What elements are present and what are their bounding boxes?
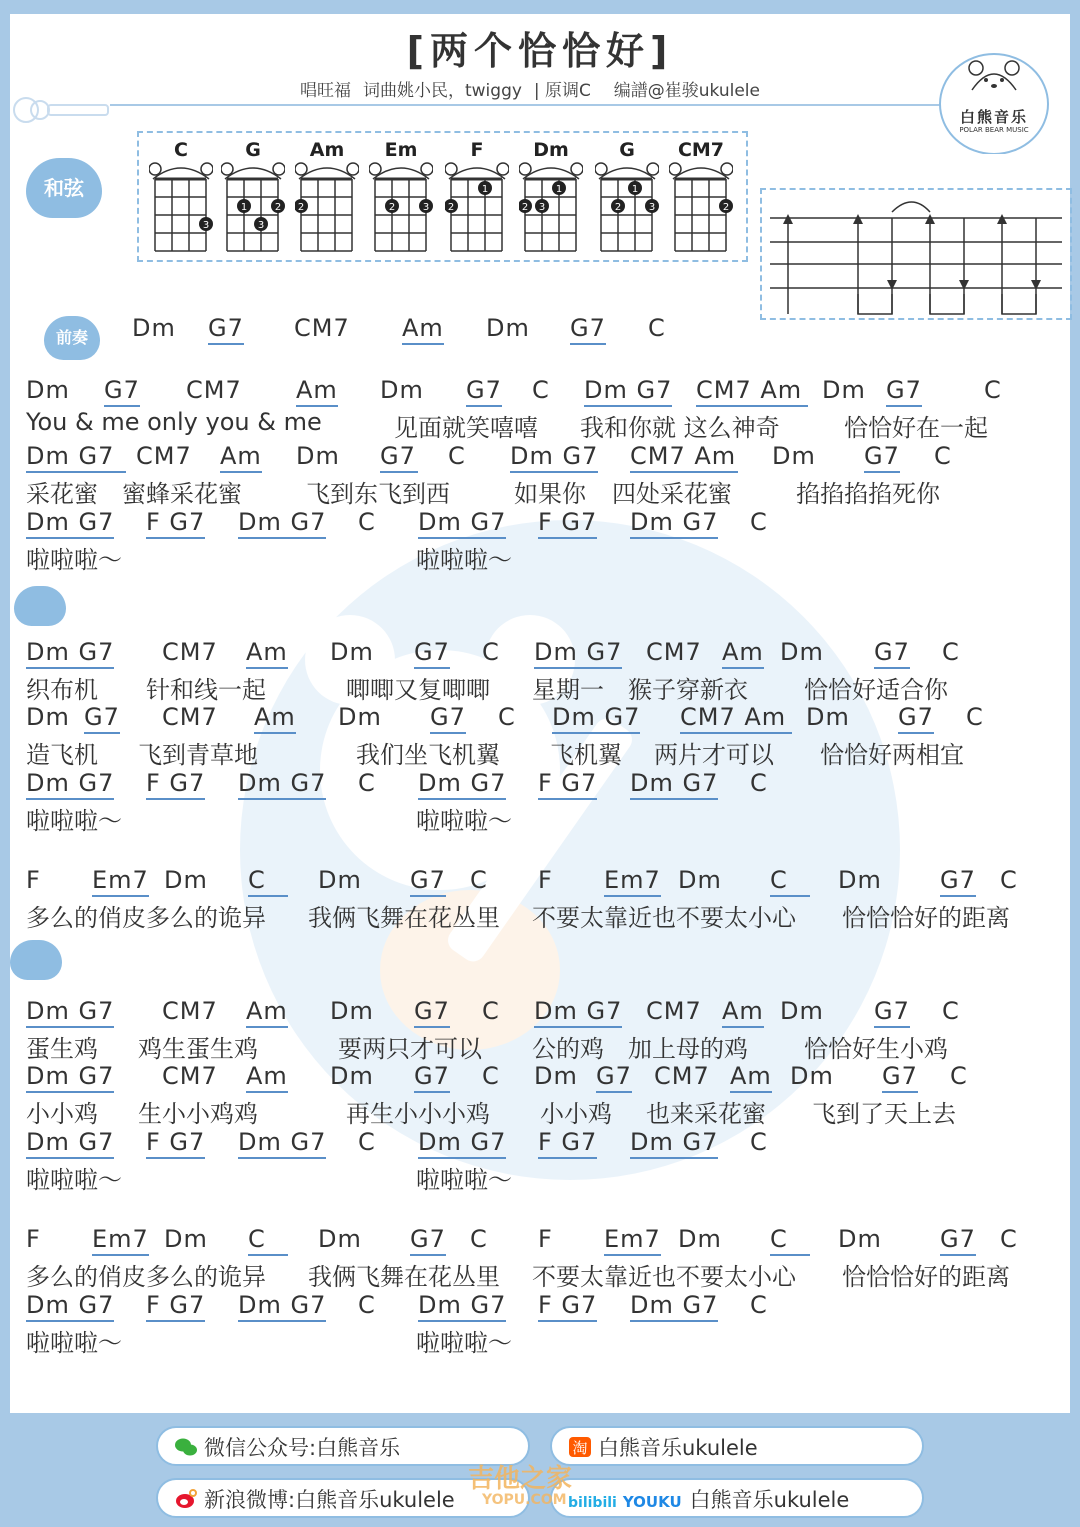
chord-symbol: C xyxy=(248,866,288,897)
chord-symbol: C xyxy=(1000,866,1018,894)
finger-dot xyxy=(611,199,625,213)
site-watermark: 吉他之家 xyxy=(468,1464,573,1494)
lyric-text: 采花蜜 xyxy=(26,480,98,508)
svg-text:3: 3 xyxy=(257,220,265,231)
chord-symbol: CM7 xyxy=(162,638,218,666)
chord-symbol: Dm xyxy=(838,866,882,894)
video-label: 白熊音乐ukulele xyxy=(689,1488,850,1512)
chord-symbol: G7 xyxy=(940,866,976,897)
chord-symbol: Em7 xyxy=(604,1225,661,1256)
chord-symbol: Dm xyxy=(330,997,374,1025)
chord-symbol: F G7 xyxy=(538,1291,597,1322)
weibo-icon xyxy=(174,1484,198,1508)
lyric-text: 恰恰恰好的距离 xyxy=(842,904,1010,932)
chord-name: F xyxy=(470,139,484,161)
chord-symbol: Dm xyxy=(806,703,850,731)
fretboard-icon xyxy=(369,161,433,257)
finger-dot xyxy=(519,199,532,213)
chord-symbol: Dm xyxy=(26,703,70,731)
svg-text:淘: 淘 xyxy=(572,1439,588,1457)
finger-dot xyxy=(385,199,399,213)
chord-symbol: G7 xyxy=(380,442,418,473)
svg-text:3: 3 xyxy=(648,202,656,213)
chord-symbol: C xyxy=(532,376,550,404)
wechat-label: 微信公众号:白熊音乐 xyxy=(204,1436,401,1460)
chord-symbol: Dm G7 xyxy=(26,1128,114,1159)
chord-symbol: Em7 xyxy=(92,1225,149,1256)
lyric-text: 四处采花蜜 xyxy=(612,480,732,508)
svg-text:1: 1 xyxy=(481,184,489,195)
lyric-text: 啦啦啦～ xyxy=(416,1166,512,1194)
chord-name: Am xyxy=(309,139,345,161)
chord-symbol: Dm xyxy=(164,1225,208,1253)
chord-symbol: C xyxy=(248,1225,288,1256)
chord-symbol: Dm xyxy=(318,1225,362,1253)
chord-symbol: CM7 xyxy=(654,1062,710,1090)
chord-symbol: C xyxy=(482,997,500,1025)
chord-symbol: Dm xyxy=(678,1225,722,1253)
verse-2-bear-badge xyxy=(14,586,66,626)
chord-symbol: C xyxy=(770,866,810,897)
chord-symbol: C xyxy=(984,376,1002,404)
chord-symbol: Dm G7 xyxy=(418,769,506,800)
chord-symbol: G7 xyxy=(874,997,910,1028)
polar-bear-logo xyxy=(936,48,1072,154)
chord-symbol: G7 xyxy=(596,1062,632,1093)
chord-symbol: Em7 xyxy=(92,866,149,897)
chord-symbol: C xyxy=(358,1291,376,1319)
finger-dot xyxy=(295,199,308,213)
finger-dot xyxy=(535,199,549,213)
chord-symbol: Dm xyxy=(486,314,530,342)
lyric-text: 再生小小小鸡 xyxy=(346,1100,490,1128)
chord-symbol: CM7 xyxy=(294,314,350,342)
lyric-text: 小小鸡 xyxy=(26,1100,98,1128)
lyric-text: 我俩飞舞在花丛里 xyxy=(308,1263,500,1291)
finger-dot xyxy=(628,181,642,195)
svg-text:2: 2 xyxy=(388,202,396,213)
lyric-text: 我和你就 这么神奇 xyxy=(580,414,780,442)
chord-diagram xyxy=(149,139,213,261)
chord-symbol: Dm xyxy=(838,1225,882,1253)
lyric-text: 织布机 xyxy=(26,676,98,704)
chord-symbol: Dm G7 xyxy=(238,508,326,539)
chord-symbol: C xyxy=(482,638,500,666)
chord-symbol: Dm xyxy=(296,442,340,470)
taobao-label: 白熊音乐ukulele xyxy=(598,1436,758,1460)
chord-symbol: Dm G7 xyxy=(26,508,114,539)
chord-symbol: Am xyxy=(730,1062,772,1093)
chord-symbol: G7 xyxy=(874,638,910,669)
lyric-text: 如果你 xyxy=(514,480,586,508)
chord-symbol: CM7 xyxy=(646,638,702,666)
lyric-text: 恰恰好在一起 xyxy=(844,414,988,442)
chord-symbol: Dm G7 xyxy=(238,1291,326,1322)
lyric-text: 啦啦啦～ xyxy=(26,1329,122,1357)
chord-symbol: F xyxy=(26,866,41,894)
finger-dot xyxy=(271,199,285,213)
chord-symbol: C xyxy=(750,508,768,536)
lyric-text: 啦啦啦～ xyxy=(416,546,512,574)
chord-diagram xyxy=(445,139,509,261)
video-pill[interactable] xyxy=(550,1478,924,1518)
logo-en: POLAR BEAR MUSIC xyxy=(959,126,1029,134)
chord-symbol: Dm xyxy=(772,442,816,470)
finger-dot xyxy=(645,199,659,213)
chord-symbol: Dm xyxy=(318,866,362,894)
chord-symbol: Dm G7 xyxy=(238,769,326,800)
chord-diagram xyxy=(295,139,359,261)
chord-symbol: F G7 xyxy=(146,769,205,800)
ukulele-icon xyxy=(12,92,112,128)
lyric-text: 不要太靠近也不要太小心 xyxy=(532,1263,796,1291)
intro-badge: 前奏 xyxy=(44,316,100,360)
chord-symbol: Am xyxy=(254,703,296,734)
chord-symbol: C xyxy=(1000,1225,1018,1253)
chord-symbol: CM7 xyxy=(162,997,218,1025)
lyric-text: 恰恰好适合你 xyxy=(804,676,948,704)
chord-symbol: C xyxy=(750,1291,768,1319)
taobao-pill[interactable] xyxy=(550,1426,924,1466)
fretboard-icon xyxy=(295,161,359,257)
singer: 唱旺福 xyxy=(299,81,351,101)
chord-symbol: G7 xyxy=(898,703,934,734)
fretboard-icon xyxy=(595,161,659,257)
finger-dot xyxy=(445,199,458,213)
lyric-text: 恰恰好两相宜 xyxy=(820,741,964,769)
lyric-text: 猴子穿新衣 xyxy=(628,676,748,704)
chord-symbol: G7 xyxy=(882,1062,918,1093)
chord-symbol: Dm xyxy=(330,638,374,666)
lyric-text: 鸡生蛋生鸡 xyxy=(138,1035,258,1063)
chord-symbol: CM7 Am xyxy=(680,703,792,734)
chord-symbol: Dm G7 xyxy=(26,1062,114,1093)
lyric-text: 飞机翼 xyxy=(550,741,622,769)
chord-symbol: Dm G7 xyxy=(238,1128,326,1159)
chord-symbol: Dm G7 xyxy=(630,508,718,539)
chord-symbol: F xyxy=(26,1225,41,1253)
chord-symbol: C xyxy=(358,1128,376,1156)
chord-diagram xyxy=(595,139,659,261)
youku-icon: YOUKU xyxy=(622,1493,682,1511)
song-credits xyxy=(0,76,1060,101)
strum-pattern xyxy=(760,188,1072,320)
lyric-text: 飞到了天上去 xyxy=(812,1100,956,1128)
fretboard-icon xyxy=(445,161,509,257)
bilibili-icon: bilibili xyxy=(568,1495,617,1511)
lyric-text: 恰恰好生小鸡 xyxy=(804,1035,948,1063)
chord-symbol: Dm xyxy=(678,866,722,894)
chord-symbol: F G7 xyxy=(146,1291,205,1322)
verse-3-bear-badge xyxy=(10,940,62,980)
chord-symbol: G7 xyxy=(430,703,466,734)
lyric-text: 啦啦啦～ xyxy=(416,1329,512,1357)
chord-diagrams xyxy=(137,131,748,262)
chord-symbol: CM7 xyxy=(162,1062,218,1090)
lyric-text: 星期一 xyxy=(532,676,604,704)
chord-symbol: F xyxy=(538,866,553,894)
chord-symbol: C xyxy=(750,1128,768,1156)
chord-symbol: F G7 xyxy=(538,1128,597,1159)
chord-symbol: Dm G7 xyxy=(26,442,126,473)
chord-symbol: Dm xyxy=(338,703,382,731)
chord-name: G xyxy=(245,139,261,161)
lyric-text: 多么的俏皮多么的诡异 xyxy=(26,904,266,932)
chord-symbol: Dm xyxy=(822,376,866,404)
chord-symbol: Dm xyxy=(330,1062,374,1090)
lyric-text: 啦啦啦～ xyxy=(416,807,512,835)
chord-symbol: Dm G7 xyxy=(630,769,718,800)
svg-text:1: 1 xyxy=(631,184,639,195)
lyric-text: 唧唧又复唧唧 xyxy=(346,676,490,704)
lyric-text: 要两只才可以 xyxy=(338,1035,482,1063)
chord-symbol: Dm xyxy=(790,1062,834,1090)
chord-symbol: Dm G7 xyxy=(26,1291,114,1322)
chord-symbol: C xyxy=(482,1062,500,1090)
fretboard-icon xyxy=(221,161,285,257)
chord-symbol: G7 xyxy=(466,376,502,407)
chord-diagram xyxy=(369,139,433,261)
chord-symbol: Dm G7 xyxy=(26,638,114,669)
chord-symbol: CM7 xyxy=(162,703,218,731)
writers: 词曲姚小民，twiggy xyxy=(362,81,522,101)
lyric-text: 啦啦啦～ xyxy=(26,1166,122,1194)
top-band xyxy=(0,0,1080,14)
fretboard-icon xyxy=(669,161,733,257)
svg-text:3: 3 xyxy=(538,202,546,213)
arranger: 编譜@崔骏ukulele xyxy=(613,81,760,101)
svg-text:2: 2 xyxy=(447,202,455,213)
chord-symbol: C xyxy=(358,769,376,797)
chord-symbol: Dm G7 xyxy=(26,997,114,1028)
wechat-icon xyxy=(174,1432,198,1456)
song-title: [两个恰恰好] xyxy=(406,29,674,73)
lyric-text: 加上母的鸡 xyxy=(628,1035,748,1063)
svg-text:2: 2 xyxy=(521,202,529,213)
chord-symbol: G7 xyxy=(410,866,446,897)
chord-symbol: Dm G7 xyxy=(418,508,506,539)
chord-symbol: CM7 Am xyxy=(630,442,738,473)
header-divider xyxy=(110,104,940,106)
chord-symbol: Am xyxy=(246,638,288,669)
chord-symbol: C xyxy=(498,703,516,731)
chord-diagram xyxy=(519,139,583,261)
chord-symbol: Dm G7 xyxy=(552,703,640,734)
lyric-text: 造飞机 xyxy=(26,741,98,769)
chord-symbol: Dm G7 xyxy=(534,638,622,669)
chord-symbol: Dm G7 xyxy=(630,1291,718,1322)
chord-symbol: Dm xyxy=(26,376,70,404)
svg-text:2: 2 xyxy=(274,202,282,213)
left-border xyxy=(0,14,10,1414)
chord-symbol: G7 xyxy=(84,703,120,734)
chord-symbol: G7 xyxy=(208,314,244,345)
chord-symbol: Dm G7 xyxy=(418,1291,506,1322)
chord-name: C xyxy=(174,139,188,161)
lyric-text: 蜜蜂采花蜜 xyxy=(122,480,242,508)
lyric-text: 蛋生鸡 xyxy=(26,1035,98,1063)
chord-symbol: Am xyxy=(722,997,764,1028)
lyric-text: 我们坐飞机翼 xyxy=(356,741,500,769)
lyric-text: 公的鸡 xyxy=(532,1035,604,1063)
chord-symbol: G7 xyxy=(570,314,606,345)
finger-dot xyxy=(552,181,566,195)
svg-text:1: 1 xyxy=(555,184,563,195)
chord-symbol: Dm xyxy=(132,314,176,342)
chord-symbol: C xyxy=(470,866,488,894)
lyric-text: 飞到东飞到西 xyxy=(306,480,450,508)
chord-symbol: G7 xyxy=(414,997,450,1028)
chord-symbol: Dm G7 xyxy=(534,997,622,1028)
chord-symbol: G7 xyxy=(410,1225,446,1256)
svg-text:3: 3 xyxy=(202,220,210,231)
fretboard-icon xyxy=(519,161,583,257)
chord-symbol: Dm G7 xyxy=(26,769,114,800)
chord-symbol: G7 xyxy=(414,638,450,669)
chord-symbol: G7 xyxy=(414,1062,450,1093)
chord-symbol: Dm G7 xyxy=(418,1128,506,1159)
chord-symbol: Em7 xyxy=(604,866,661,897)
chord-symbol: C xyxy=(950,1062,968,1090)
lyric-text: 恰恰恰好的距离 xyxy=(842,1263,1010,1291)
lyric-text: 不要太靠近也不要太小心 xyxy=(532,904,796,932)
chord-symbol: Am xyxy=(246,1062,288,1093)
lyric-text: 生小小鸡鸡 xyxy=(138,1100,258,1128)
svg-text:1: 1 xyxy=(240,202,248,213)
lyric-text: 也来采花蜜 xyxy=(646,1100,766,1128)
finger-dot xyxy=(237,199,251,213)
svg-text:2: 2 xyxy=(614,202,622,213)
chord-symbol: Am xyxy=(402,314,444,345)
chord-symbol: Am xyxy=(296,376,338,407)
chord-symbol: C xyxy=(934,442,952,470)
chord-symbol: F G7 xyxy=(146,1128,205,1159)
chord-symbol: C xyxy=(470,1225,488,1253)
chord-symbol: C xyxy=(750,769,768,797)
lyric-text: 小小鸡 xyxy=(540,1100,612,1128)
chord-symbol: G7 xyxy=(940,1225,976,1256)
lyric-text: 掐掐掐掐死你 xyxy=(796,480,940,508)
chord-symbol: Dm xyxy=(780,638,824,666)
chord-symbol: C xyxy=(770,1225,810,1256)
chord-symbol: F G7 xyxy=(538,769,597,800)
chord-symbol: F G7 xyxy=(538,508,597,539)
lyric-text: 我俩飞舞在花丛里 xyxy=(308,904,500,932)
finger-dot xyxy=(719,199,733,213)
chord-diagram xyxy=(669,139,733,261)
finger-dot xyxy=(478,181,492,195)
lyric-text: 见面就笑嘻嘻 xyxy=(394,414,538,442)
chord-name: G xyxy=(619,139,635,161)
chord-name: Em xyxy=(384,139,418,161)
chord-symbol: CM7 Am xyxy=(696,376,808,407)
chord-symbol: G7 xyxy=(864,442,900,473)
chord-symbol: F G7 xyxy=(146,508,205,539)
chord-symbol: C xyxy=(648,314,666,342)
fretboard-icon xyxy=(149,161,213,257)
chords-badge: 和弦 xyxy=(26,158,102,218)
weibo-label: 新浪微博:白熊音乐ukulele xyxy=(204,1488,455,1512)
chord-symbol: Am xyxy=(722,638,764,669)
finger-dot xyxy=(254,217,268,231)
chord-symbol: Dm xyxy=(164,866,208,894)
chord-symbol: Dm G7 xyxy=(584,376,672,407)
chord-name: CM7 xyxy=(677,139,725,161)
svg-text:3: 3 xyxy=(422,202,430,213)
lyric-text: 针和线一起 xyxy=(146,676,266,704)
chord-symbol: F xyxy=(538,1225,553,1253)
chord-symbol: C xyxy=(358,508,376,536)
site-watermark-url: YOPU.COM xyxy=(482,1492,567,1508)
finger-dot xyxy=(199,217,213,231)
chord-symbol: C xyxy=(942,638,960,666)
chord-symbol: G7 xyxy=(886,376,922,407)
chord-symbol: Dm G7 xyxy=(510,442,598,473)
chord-symbol: Am xyxy=(220,442,262,473)
chord-symbol: CM7 xyxy=(136,442,192,470)
chord-symbol: C xyxy=(448,442,466,470)
chord-symbol: Dm xyxy=(780,997,824,1025)
taobao-icon xyxy=(568,1432,592,1456)
chord-symbol: Dm xyxy=(534,1062,578,1090)
finger-dot xyxy=(419,199,433,213)
chord-symbol: CM7 xyxy=(186,376,242,404)
lyric-text: 飞到青草地 xyxy=(138,741,258,769)
strum-pattern-diagram xyxy=(762,190,1070,318)
lyric-text: 多么的俏皮多么的诡异 xyxy=(26,1263,266,1291)
lyric-text: 啦啦啦～ xyxy=(26,546,122,574)
chord-symbol: C xyxy=(966,703,984,731)
logo-cn: 白熊音乐 xyxy=(959,108,1028,126)
lyric-text: 啦啦啦～ xyxy=(26,807,122,835)
chord-symbol: Am xyxy=(246,997,288,1028)
chord-symbol: Dm xyxy=(380,376,424,404)
bear-logo-icon xyxy=(936,48,1072,154)
chord-symbol: G7 xyxy=(104,376,140,407)
lyric-text: 两片才可以 xyxy=(654,741,774,769)
chord-symbol: Dm G7 xyxy=(630,1128,718,1159)
svg-text:2: 2 xyxy=(297,202,305,213)
chord-name: Dm xyxy=(533,139,569,161)
chord-diagram xyxy=(221,139,285,261)
lyric-text: You & me only you & me xyxy=(26,408,322,436)
chord-symbol: C xyxy=(942,997,960,1025)
chord-symbol: CM7 xyxy=(646,997,702,1025)
svg-text:2: 2 xyxy=(722,202,730,213)
original-key: | 原调C xyxy=(533,81,591,101)
